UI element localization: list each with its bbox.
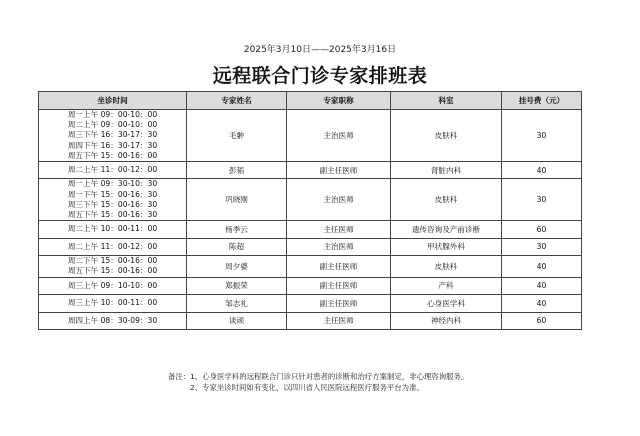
table-row — [39, 110, 582, 162]
time-slot: 周四上午 08：30-09：30 — [67, 315, 158, 325]
date-range: 2025年3月10日——2025年3月16日 — [243, 45, 397, 55]
cell-name: 邹志礼 — [187, 295, 287, 313]
cell-fee: 30 — [502, 238, 582, 256]
cell-fee: 30 — [502, 110, 582, 162]
cell-time — [39, 179, 187, 221]
cell-title: 主任医师 — [287, 312, 391, 330]
cell-name: 彭韬 — [187, 161, 287, 179]
cell-dept: 产科 — [391, 277, 502, 295]
cell-title: 主治医师 — [287, 238, 391, 256]
table-row — [39, 238, 582, 256]
cell-name: 周夕婆 — [187, 256, 287, 277]
table-row — [39, 161, 582, 179]
table-row — [39, 179, 582, 221]
table-row — [39, 312, 582, 330]
cell-name: 陈超 — [187, 238, 287, 256]
cell-time — [39, 110, 187, 162]
page-title: 远程联合门诊专家排班表 — [212, 65, 428, 87]
cell-fee: 40 — [502, 161, 582, 179]
time-slot: 周四下午 16：30-17：30 — [67, 140, 158, 150]
cell-time — [39, 221, 187, 239]
cell-dept: 皮肤科 — [391, 110, 502, 162]
header-fee: 挂号费（元） — [502, 92, 582, 110]
note-2: 2、专家坐诊时间如有变化，以四川省人民医院远程医疗服务平台为准。 — [190, 383, 424, 392]
notes — [168, 371, 468, 393]
cell-dept: 甲状腺外科 — [391, 238, 502, 256]
cell-time — [39, 295, 187, 313]
cell-time — [39, 256, 187, 277]
time-slot: 周二上午 11：00-12：00 — [67, 241, 158, 251]
cell-time — [39, 312, 187, 330]
time-slot: 周一上午 09：00-10：00 — [67, 110, 158, 119]
cell-fee: 40 — [502, 295, 582, 313]
time-slot: 周三下午 16：30-17：30 — [67, 130, 158, 140]
cell-fee: 30 — [502, 179, 582, 221]
time-slot: 周五下午 15：00-16：00 — [67, 150, 158, 160]
cell-title: 主治医师 — [287, 110, 391, 162]
table-row — [39, 256, 582, 277]
table-row — [39, 277, 582, 295]
note-1: 备注：1、心身医学科的远程联合门诊只针对患者的诊断和治疗方案制定，非心理咨询服务。 — [168, 372, 469, 381]
cell-time — [39, 238, 187, 256]
time-slot: 周二下午 15：00-16：00 — [67, 256, 158, 266]
cell-name: 巩晓刚 — [187, 179, 287, 221]
cell-dept: 心身医学科 — [391, 295, 502, 313]
cell-name: 毛翀 — [187, 110, 287, 162]
time-slot: 周二上午 11：00-12：00 — [67, 165, 158, 175]
cell-title: 副主任医师 — [287, 256, 391, 277]
cell-dept: 遗传咨询及产前诊断 — [391, 221, 502, 239]
table-row — [39, 295, 582, 313]
cell-dept: 皮肤科 — [391, 179, 502, 221]
cell-time — [39, 161, 187, 179]
time-slot: 周五下午 15：00-16：00 — [67, 266, 158, 276]
cell-title: 主治医师 — [287, 179, 391, 221]
time-slot: 周一下午 15：00-16：30 — [67, 189, 158, 199]
time-slot: 周五下午 15：00-16：30 — [67, 210, 158, 219]
cell-name: 杨季云 — [187, 221, 287, 239]
cell-name: 郑振荣 — [187, 277, 287, 295]
time-slot: 周三上午 10：00-11：00 — [67, 298, 158, 308]
time-slot: 周三上午 09：10-10：00 — [67, 280, 158, 290]
cell-title: 副主任医师 — [287, 295, 391, 313]
cell-time — [39, 277, 187, 295]
time-slot: 周二上午 10：00-11：00 — [67, 224, 158, 234]
time-slot: 周一上午 09：30-10：30 — [67, 179, 158, 189]
table-header-row — [39, 92, 582, 110]
header-time: 坐诊时间 — [39, 92, 187, 110]
cell-dept: 神经内科 — [391, 312, 502, 330]
cell-fee: 60 — [502, 312, 582, 330]
schedule-table — [38, 91, 582, 330]
cell-title: 主任医师 — [287, 221, 391, 239]
cell-name: 谈顽 — [187, 312, 287, 330]
time-slot: 周二上午 09：00-10：00 — [67, 120, 158, 130]
cell-fee: 60 — [502, 221, 582, 239]
header-dept: 科室 — [391, 92, 502, 110]
header-title: 专家职称 — [287, 92, 391, 110]
cell-fee: 40 — [502, 277, 582, 295]
cell-title: 副主任医师 — [287, 277, 391, 295]
table-row — [39, 221, 582, 239]
cell-fee: 40 — [502, 256, 582, 277]
cell-dept: 皮肤科 — [391, 256, 502, 277]
header-name: 专家姓名 — [187, 92, 287, 110]
time-slot: 周三下午 15：00-16：30 — [67, 199, 158, 209]
cell-title: 副主任医师 — [287, 161, 391, 179]
cell-dept: 肾脏内科 — [391, 161, 502, 179]
